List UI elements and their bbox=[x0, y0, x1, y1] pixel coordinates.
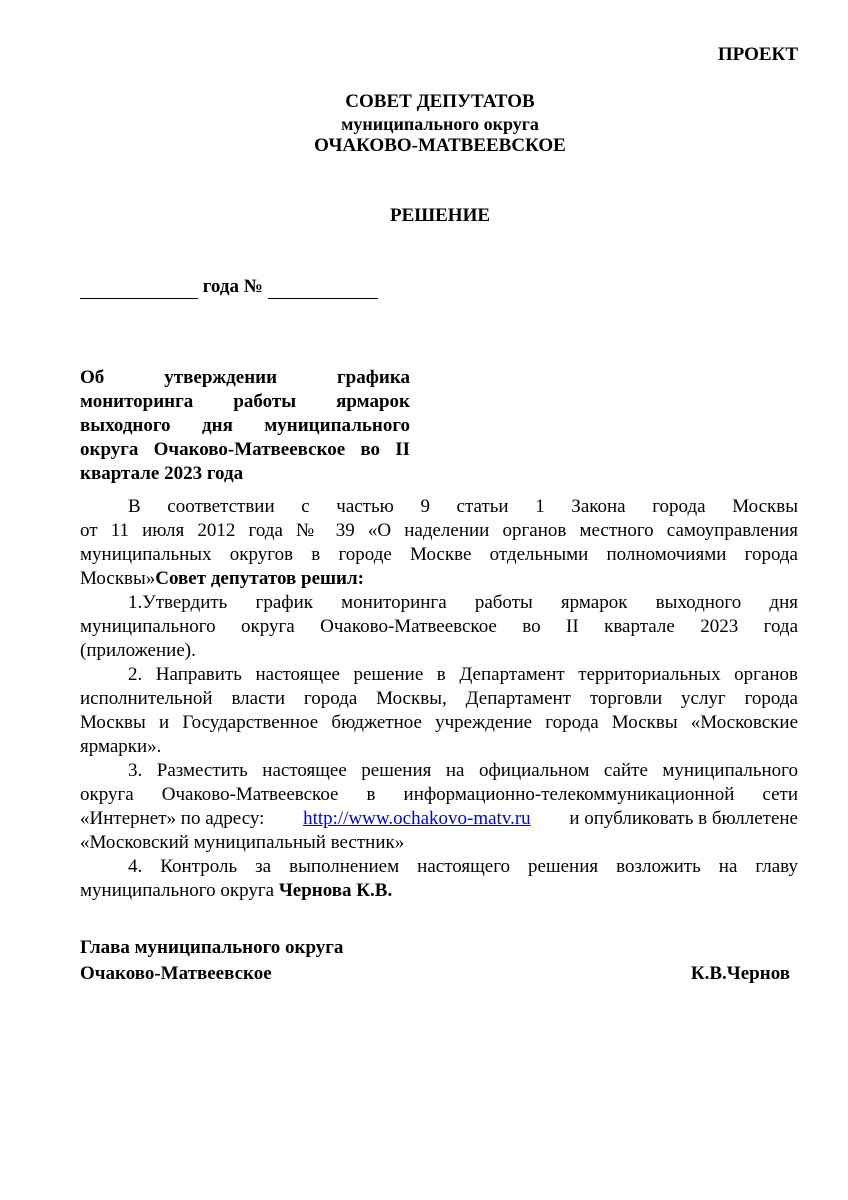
item-2-line: Москвы и Государственное бюджетное учреждение города Москвы «Московские bbox=[80, 712, 798, 733]
item-1-line: (приложение). bbox=[80, 640, 196, 661]
decision-body bbox=[80, 495, 798, 903]
district-name: ОЧАКОВО-МАТВЕЕВСКОЕ bbox=[314, 135, 566, 156]
preamble-text: Москвы» bbox=[80, 568, 156, 589]
item-2-line: исполнительной власти города Москвы, Департамент торговли услуг города bbox=[80, 688, 798, 709]
preamble-line bbox=[80, 567, 798, 591]
decision-subject bbox=[80, 366, 410, 486]
draft-label: ПРОЕКТ bbox=[717, 44, 798, 65]
subject-line: выходного дня муниципального bbox=[80, 415, 410, 436]
item-2-line: ярмарки». bbox=[80, 736, 162, 757]
council-name: СОВЕТ ДЕПУТАТОВ bbox=[345, 91, 535, 112]
number-blank bbox=[268, 276, 378, 299]
signature-title: Глава муниципального округа bbox=[80, 937, 344, 958]
item-3-line: 3. Разместить настоящее решения на официальном сайте муниципального bbox=[128, 760, 798, 781]
signature-name-row bbox=[80, 961, 790, 987]
website-link[interactable]: http://www.ochakovo-matv.ru bbox=[303, 808, 531, 829]
subject-line: округа Очаково-Матвеевское во II bbox=[80, 439, 410, 460]
signature-title-row bbox=[80, 935, 790, 961]
signature-district: Очаково-Матвеевское bbox=[80, 963, 272, 984]
subject-line: квартале 2023 года bbox=[80, 463, 244, 484]
date-number-label: года № bbox=[202, 276, 263, 297]
signature-name: К.В.Чернов bbox=[690, 963, 790, 984]
item-2-line: 2. Направить настоящее решение в Департамент территориальных органов bbox=[128, 664, 798, 685]
item-3-text: и опубликовать в бюллетене bbox=[569, 808, 798, 829]
item-3-line: «Московский муниципальный вестник» bbox=[80, 832, 405, 853]
decision-title: РЕШЕНИЕ bbox=[389, 205, 491, 226]
item-3-text: «Интернет» по адресу: bbox=[80, 808, 265, 829]
subject-line: Об утверждении графика bbox=[80, 367, 410, 388]
item-4-line: 4. Контроль за выполнением настоящего решения возложить на главу bbox=[128, 856, 798, 877]
head-name-inline: Чернова К.В. bbox=[278, 880, 393, 901]
item-3-line: округа Очаково-Матвеевское в информационно-телекоммуникационной сети bbox=[80, 784, 798, 805]
item-1-line: муниципального округа Очаково-Матвеевское во II квартале 2023 года bbox=[80, 616, 798, 637]
item-3-line bbox=[80, 807, 798, 831]
date-blank bbox=[80, 276, 198, 299]
preamble-line: муниципальных округов в городе Москве отдельными полномочиями города bbox=[80, 544, 798, 565]
subject-line: мониторинга работы ярмарок bbox=[80, 391, 410, 412]
signature-block bbox=[80, 935, 790, 987]
council-header bbox=[80, 91, 800, 157]
council-subtitle: муниципального округа bbox=[341, 114, 539, 134]
preamble-line: от 11 июля 2012 года № 39 «О наделении органов местного самоуправления bbox=[80, 520, 798, 541]
item-4-line bbox=[80, 879, 798, 903]
item-4-text: муниципального округа bbox=[80, 880, 275, 901]
item-1-line: 1.Утвердить график мониторинга работы ярмарок выходного дня bbox=[128, 592, 798, 613]
resolution-phrase: Совет депутатов решил: bbox=[155, 568, 364, 589]
date-number-line bbox=[80, 276, 480, 299]
preamble-line: В соответствии с частью 9 статьи 1 Закона города Москвы bbox=[128, 496, 798, 517]
